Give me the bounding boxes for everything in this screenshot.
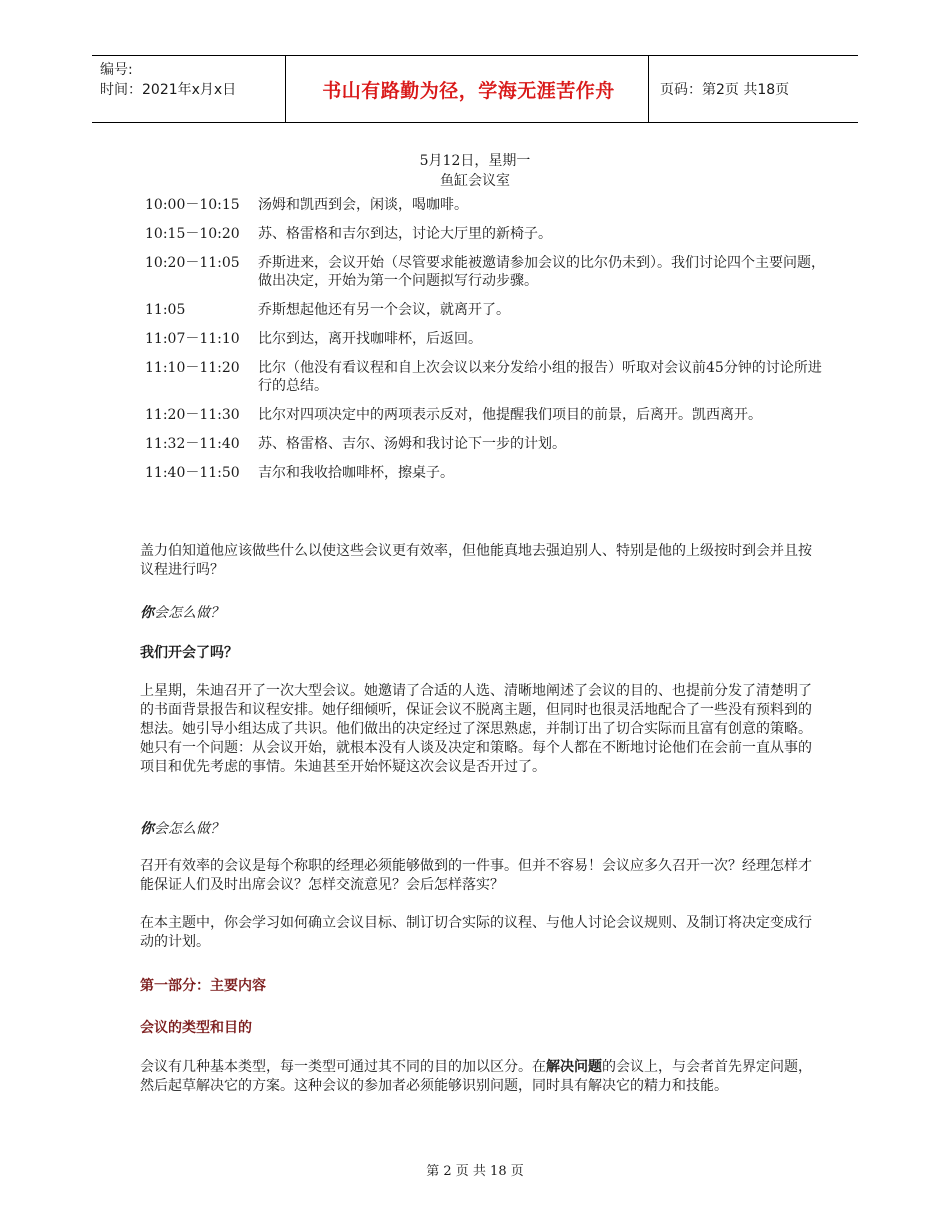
question-strong: 你 xyxy=(140,821,154,837)
subsection-heading: 会议的类型和目的 xyxy=(140,1020,252,1036)
section-heading: 第一部分：主要内容 xyxy=(140,978,266,994)
schedule-row xyxy=(145,225,825,243)
schedule-row xyxy=(145,254,825,290)
schedule-row xyxy=(145,464,825,482)
schedule-desc: 汤姆和凯西到会，闲谈，喝咖啡。 xyxy=(258,197,468,213)
question-text: 会怎么做？ xyxy=(154,821,224,837)
schedule-row xyxy=(145,406,825,424)
schedule-desc: 乔斯进来，会议开始（尽管要求能被邀请参加会议的比尔仍未到）。我们讨论四个主要问题，做出决定，开始为第一个问题拟写行动步骤。 xyxy=(258,255,825,289)
schedule-desc: 比尔（他没有看议程和自上次会议以来分发给小组的报告）听取对会议前45分钟的讨论所进行的总结。 xyxy=(258,360,822,394)
schedule-time: 10:20－11:05 xyxy=(145,255,240,271)
schedule-time: 10:00－10:15 xyxy=(145,197,240,213)
paragraph-text: 会议有几种基本类型，每一类型可通过其不同的目的加以区分。在 xyxy=(140,1059,546,1075)
header-motto: 书山有路勤为径，学海无涯苦作舟 xyxy=(322,79,615,102)
paragraph: 在本主题中，你会学习如何确立会议目标、制订切合实际的议程、与他人讨论会议规则、及制订将决定变成行动的计划。 xyxy=(140,915,812,950)
meeting-room: 鱼缸会议室 xyxy=(440,173,510,189)
paragraph: 盖力伯知道他应该做些什么以使这些会议更有效率，但他能真地去强迫别人、特别是他的上级按时到会并且按议程进行吗？ xyxy=(140,543,812,578)
meeting-date: 5月12日，星期一 xyxy=(419,153,531,169)
schedule-list xyxy=(145,196,825,493)
schedule-desc: 苏、格雷格和吉尔到达，讨论大厅里的新椅子。 xyxy=(258,226,552,242)
header-divider xyxy=(285,56,286,122)
schedule-desc: 吉尔和我收拾咖啡杯，擦桌子。 xyxy=(258,465,454,481)
schedule-time: 10:15－10:20 xyxy=(145,226,240,242)
schedule-desc: 比尔到达，离开找咖啡杯，后返回。 xyxy=(258,331,482,347)
schedule-row xyxy=(145,330,825,348)
paragraph: 上星期，朱迪召开了一次大型会议。她邀请了合适的人选、清晰地阐述了会议的目的、也提前分发了清楚明了的书面背景报告和议程安排。她仔细倾听，保证会议不脱离主题，但同时也很灵活地配合了一些没有预料到的想法。她引导小组达成了共识。他们做出的决定经过了深思熟虑，并制订出了切合实际而且富有创意的策略。她只有一个问题：从会议开始，就根本没有人谈及决定和策略。每个人都在不断地讨论他们在会前一直从事的项目和优先考虑的事情。朱迪甚至开始怀疑这次会议是否开过了。 xyxy=(140,683,812,775)
header-meta xyxy=(100,60,236,100)
time-label: 时间：2021年x月x日 xyxy=(100,82,237,98)
schedule-time: 11:40－11:50 xyxy=(145,465,240,481)
paragraph xyxy=(140,1058,820,1096)
section-heading: 我们开会了吗？ xyxy=(140,645,238,661)
paragraph: 召开有效率的会议是每个称职的经理必须能够做到的一件事。但并不容易！会议应多久召开一次？经理怎样才能保证人们及时出席会议？怎样交流意见？会后怎样落实？ xyxy=(140,858,812,893)
schedule-time: 11:32－11:40 xyxy=(145,436,240,452)
schedule-time: 11:10－11:20 xyxy=(145,360,240,376)
question-prompt xyxy=(140,818,224,838)
question-text: 会怎么做？ xyxy=(154,605,224,621)
paragraph-text: 的会议上，与会者首先界定问题，然后起草解决它的方案。这种会议的参加者必须能够识别问题，同时具有解决它的精力和技能。 xyxy=(140,1059,812,1094)
emphasis-text: 解决问题 xyxy=(546,1059,602,1075)
schedule-time: 11:05 xyxy=(145,302,186,318)
schedule-time: 11:20－11:30 xyxy=(145,407,240,423)
schedule-time: 11:07－11:10 xyxy=(145,331,240,347)
number-label: 编号: xyxy=(100,62,133,78)
schedule-desc: 苏、格雷格、吉尔、汤姆和我讨论下一步的计划。 xyxy=(258,436,566,452)
page-header xyxy=(92,55,858,123)
question-strong: 你 xyxy=(140,605,154,621)
schedule-row xyxy=(145,301,825,319)
schedule-row xyxy=(145,359,825,395)
schedule-row xyxy=(145,196,825,214)
schedule-row xyxy=(145,435,825,453)
schedule-desc: 比尔对四项决定中的两项表示反对，他提醒我们项目的前景，后离开。凯西离开。 xyxy=(258,407,762,423)
schedule-desc: 乔斯想起他还有另一个会议，就离开了。 xyxy=(258,302,510,318)
header-divider xyxy=(648,56,649,122)
header-page-info: 页码：第2页 共18页 xyxy=(660,82,790,98)
question-prompt xyxy=(140,602,224,622)
page-footer: 第 2 页 共 18 页 xyxy=(426,1164,524,1179)
